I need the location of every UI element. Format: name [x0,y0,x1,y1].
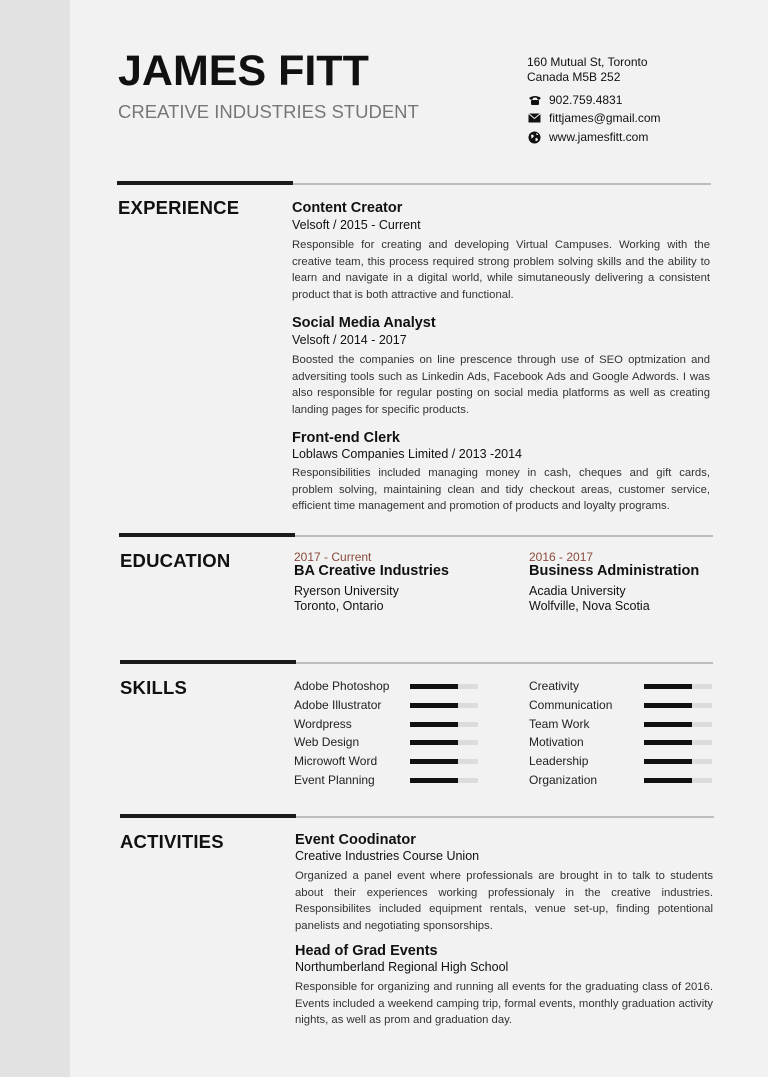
skill-level-bar [644,759,712,764]
skill-level-fill [410,759,458,764]
skill-name: Motivation [529,735,584,750]
address-line-1: 160 Mutual St, Toronto [527,55,648,69]
skill-level-bar [644,778,712,783]
skill-level-fill [644,759,692,764]
skills-divider-thick [120,660,296,664]
skill-level-bar [410,703,478,708]
activity-org: Northumberland Regional High School [295,960,509,974]
skill-name: Web Design [294,735,360,750]
skill-name: Adobe Photoshop [294,679,390,693]
skill-name: Communication [529,697,613,712]
skill-name: Leadership [529,754,589,769]
activity-title: Event Coodinator [295,832,416,848]
skill-level-fill [644,722,692,727]
job-title: Content Creator [292,200,403,216]
address-block [527,55,648,84]
education-divider-thick [119,533,295,537]
skill-level-fill [410,684,458,689]
skill-level-bar [410,740,478,745]
activity-description: Responsible for organizing and running all events for the graduating class of 2016. Events included a weekend camping trip, formal events, monthly graduation activity nights, as well as prom and graduation day. [295,981,713,1026]
website-row [527,130,648,144]
job-company: Velsoft / 2014 - 2017 [292,333,407,347]
email-address[interactable]: fittjames@gmail.com [549,111,661,125]
education-location: Wolfville, Nova Scotia [529,599,650,613]
activity-title: Head of Grad Events [295,943,438,959]
skill-level-bar [644,740,712,745]
education-degree: Business Administration [529,563,700,579]
education-degree: BA Creative Industries [294,563,449,579]
activities-heading: ACTIVITIES [120,831,224,852]
globe-icon [527,131,542,143]
skill-name: Microwoft Word [294,754,378,769]
activity-description: Organized a panel event where professionals are brought in to talk to students about their experiences working professionaly in the creative industries. Responsibilites included equipment rentals, venue set-up, finding potentional panelists and negotiating sponsorships. [295,870,713,932]
skill-name: Creativity [529,679,580,693]
experience-divider-thick [117,181,293,185]
skill-level-bar [644,684,712,689]
email-row [527,111,661,125]
skill-level-fill [644,740,692,745]
job-description: Responsible for creating and developing Virtual Campuses. Working with the creative team, this process required strong problem solving skills and the ability to learn and navigate in a digital world, while simutaneously delivering a consistent product that is both attractive and functional. [292,239,710,301]
skill-name: Wordpress [294,716,352,731]
skill-level-bar [644,703,712,708]
phone-number: 902.759.4831 [549,93,623,107]
skill-name: Organization [529,773,598,787]
phone-row [527,93,622,107]
skill-level-fill [644,778,692,783]
skill-level-fill [410,778,458,783]
skill-level-fill [410,722,458,727]
candidate-name: JAMES FITT [118,47,369,95]
website-link[interactable]: www.jamesfitt.com [549,130,649,144]
education-location: Toronto, Ontario [294,599,384,613]
education-heading: EDUCATION [120,550,231,571]
envelope-icon [527,112,542,124]
education-dates: 2016 - 2017 [529,550,594,564]
skill-level-bar [410,778,478,783]
job-company: Loblaws Companies Limited / 2013 -2014 [292,447,522,461]
job-company: Velsoft / 2015 - Current [292,218,421,232]
education-school: Acadia University [529,584,626,598]
skill-name: Team Work [529,716,590,731]
skill-level-bar [410,759,478,764]
skill-level-fill [410,703,458,708]
phone-icon [527,94,542,106]
skill-name: Adobe Illustrator [294,697,382,712]
job-description: Responsibilities included managing money in cash, cheques and gift cards, problem solving, maintaining clean and tidy checkout areas, customer service, efficient time management and promotion of products and loyalty programs. [292,467,710,512]
job-description: Boosted the companies on line prescence through use of SEO optmization and adversiting tools such as Linkedin Ads, Facebook Ads and Google Adwords. I was also responsible for regular posting on social media platforms as well as creating landing pages for specific products. [292,354,710,416]
skill-level-fill [410,740,458,745]
education-dates: 2017 - Current [294,550,372,564]
skill-level-bar [644,722,712,727]
job-title: Social Media Analyst [292,315,436,331]
experience-heading: EXPERIENCE [118,197,240,218]
education-school: Ryerson University [294,584,399,598]
candidate-subtitle: CREATIVE INDUSTRIES STUDENT [118,101,419,122]
activity-org: Creative Industries Course Union [295,849,480,863]
skill-level-bar [410,722,478,727]
job-title: Front-end Clerk [292,430,400,446]
skill-level-fill [644,703,692,708]
skill-name: Event Planning [294,773,375,787]
skills-heading: SKILLS [120,677,187,698]
skill-level-bar [410,684,478,689]
skill-level-fill [644,684,692,689]
activities-divider-thick [120,814,296,818]
address-line-2: Canada M5B 252 [527,69,621,84]
